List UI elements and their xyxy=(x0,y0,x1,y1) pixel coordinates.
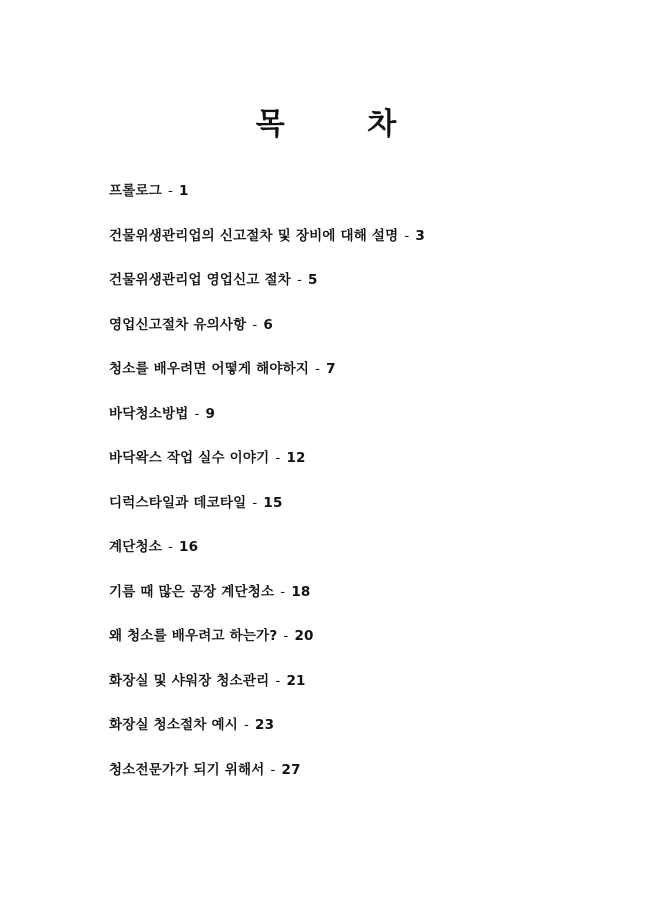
toc-entry-page: 18 xyxy=(291,583,311,600)
toc-entry-separator: - xyxy=(275,450,281,466)
toc-entry-page: 7 xyxy=(326,361,336,377)
toc-entry-separator: - xyxy=(252,316,258,333)
toc-entry-separator: - xyxy=(275,672,281,689)
toc-entry-page: 9 xyxy=(205,405,216,422)
toc-entry xyxy=(109,444,609,489)
toc-entry-separator: - xyxy=(167,183,174,199)
toc-entry-label: 기름 때 많은 공장 계단청소 xyxy=(109,583,275,600)
toc-entry xyxy=(109,400,609,445)
toc-entry-separator: - xyxy=(270,761,276,778)
toc-entry-page: 16 xyxy=(179,539,199,555)
toc-entry-label: 건물위생관리업 영업신고 절차 xyxy=(109,272,291,288)
toc-entry-separator: - xyxy=(194,405,200,422)
toc-entry-separator: - xyxy=(167,539,174,555)
toc-entry-label: 영업신고절차 유의사항 xyxy=(109,316,247,333)
table-of-contents xyxy=(109,177,609,800)
toc-entry xyxy=(109,489,609,534)
toc-entry-label: 왜 청소를 배우려고 하는가? xyxy=(109,628,278,644)
toc-entry-label: 청소를 배우려면 어떻게 해야하지 xyxy=(109,361,310,377)
toc-entry-separator: - xyxy=(296,272,303,288)
toc-entry-separator: - xyxy=(404,227,410,244)
toc-entry-page: 12 xyxy=(286,450,306,466)
toc-entry-page: 1 xyxy=(179,183,189,199)
toc-entry-label: 화장실 청소절차 예시 xyxy=(109,717,238,733)
toc-entry-page: 15 xyxy=(263,494,283,511)
toc-entry-page: 3 xyxy=(415,227,425,244)
toc-entry xyxy=(109,177,609,222)
toc-entry xyxy=(109,533,609,578)
toc-entry-page: 6 xyxy=(263,316,273,333)
toc-entry-label: 디럭스타일과 데코타일 xyxy=(109,494,247,511)
toc-entry-page: 27 xyxy=(281,761,301,778)
toc-entry-label: 청소전문가가 되기 위해서 xyxy=(109,761,265,778)
toc-entry-label: 건물위생관리업의 신고절차 및 장비에 대해 설명 xyxy=(109,227,399,244)
toc-entry xyxy=(109,578,609,623)
toc-entry-page: 23 xyxy=(255,717,275,733)
toc-entry xyxy=(109,311,609,356)
toc-entry xyxy=(109,756,609,801)
page-title: 목 차 xyxy=(255,107,433,142)
toc-entry-label: 바닥청소방법 xyxy=(109,405,189,422)
toc-entry xyxy=(109,667,609,712)
toc-entry xyxy=(109,355,609,400)
toc-entry-page: 21 xyxy=(286,672,306,689)
toc-entry-separator: - xyxy=(252,494,258,511)
toc-entry-label: 바닥왁스 작업 실수 이야기 xyxy=(109,450,270,466)
toc-entry xyxy=(109,266,609,311)
toc-entry-page: 20 xyxy=(294,628,314,644)
toc-entry xyxy=(109,222,609,267)
toc-entry-separator: - xyxy=(283,628,289,644)
toc-entry-label: 계단청소 xyxy=(109,539,162,555)
toc-entry-label: 화장실 및 샤워장 청소관리 xyxy=(109,672,270,689)
toc-entry xyxy=(109,622,609,667)
toc-entry-separator: - xyxy=(280,583,286,600)
toc-entry-separator: - xyxy=(243,717,250,733)
toc-entry-page: 5 xyxy=(308,272,318,288)
toc-entry-label: 프롤로그 xyxy=(109,183,162,199)
toc-entry xyxy=(109,711,609,756)
toc-entry-separator: - xyxy=(315,361,321,377)
